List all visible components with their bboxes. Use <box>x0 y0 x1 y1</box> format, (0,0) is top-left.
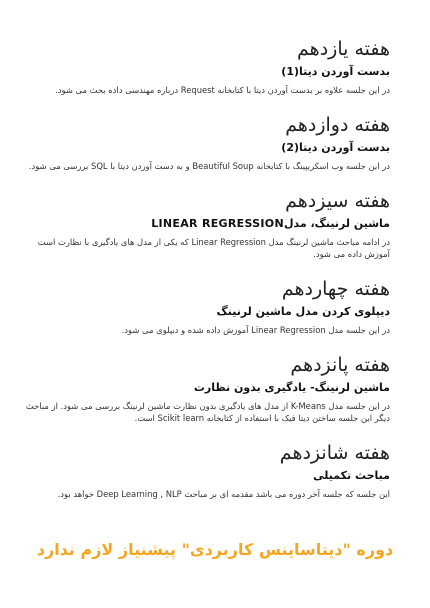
week-subtitle: ماشین لرنینگ، مدلLINEAR REGRESSION <box>151 217 390 230</box>
week-description: در ادامه مباحث ماشین لرنینگ مدل Linear Regression که یکی از مدل های یادگیری با نظارت است آموزش داده می شود. <box>37 237 390 259</box>
week-12-section <box>18 112 390 172</box>
week-13-section <box>18 188 390 260</box>
week-description: در این جلسه مدل K-Means از مدل های یادگیری بدون نظارت ماشین لرنینگ بررسی می شود. از مباحث دیگر این جلسه ساختن دیتا فیک با استفاده از کتابخانه Scikit learn است. <box>25 401 390 423</box>
week-title: هفته چهاردهم <box>281 278 390 300</box>
week-14-section <box>18 276 390 336</box>
week-title: هفته سیزدهم <box>285 190 390 212</box>
week-title: هفته شانزدهم <box>279 442 390 464</box>
week-16-section <box>18 440 390 500</box>
week-title: هفته پانزدهم <box>290 354 390 376</box>
week-11-section <box>18 36 390 96</box>
week-15-section <box>18 352 390 424</box>
week-subtitle: مباحث تکمیلی <box>313 469 390 482</box>
week-title: هفته یازدهم <box>297 38 390 60</box>
week-subtitle: بدست آوردن دیتا(1) <box>281 65 390 78</box>
week-description: در این جلسه علاوه بر بدست آوردن دیتا با کتابخانه Request درباره مهندسی داده بحث می شود. <box>55 85 390 95</box>
week-title: هفته دوازدهم <box>285 114 390 136</box>
week-subtitle: دیپلوی کردن مدل ماشین لرنینگ <box>216 305 390 318</box>
week-description: در این جلسه وب اسکریپینگ با کتابخانه Beautiful Soup و به دست آوردن دیتا با SQL بررسی می شود. <box>28 161 390 171</box>
week-subtitle: ماشین لرنینگ- یادگیری بدون نظارت <box>193 381 390 394</box>
week-description: در این جلسه مدل Linear Regression آموزش داده شده و دیپلوی می شود. <box>121 325 390 335</box>
prerequisite-notice: دوره "دیتاساینس کاربردی" پیشنیاز لازم ندارد <box>36 540 394 559</box>
week-subtitle: بدست آوردن دیتا(2) <box>281 141 390 154</box>
week-description: این جلسه که جلسه آخر دوره می باشد مقدمه ای بر مباحث Deep Learning , NLP خواهد بود. <box>57 489 390 499</box>
